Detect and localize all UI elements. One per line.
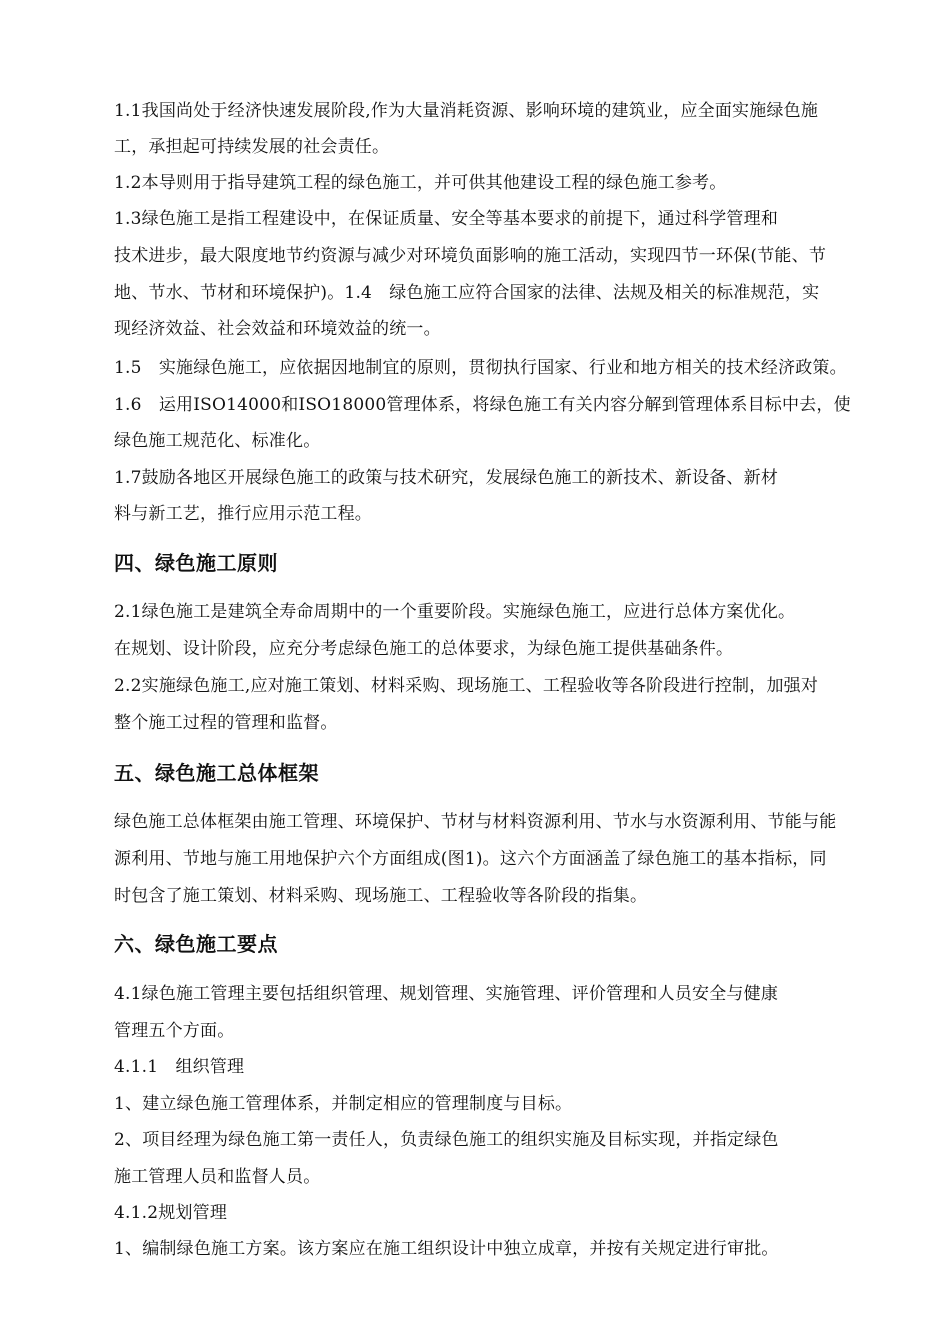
paragraph-1-3-line-1: 1.3绿色施工是指工程建设中，在保证质量、安全等基本要求的前提下，通过科学管理和 (114, 209, 779, 229)
paragraph-1-2: 1.2本导则用于指导建筑工程的绿色施工，并可供其他建设工程的绿色施工参考。 (114, 173, 727, 193)
section-heading-5: 五、绿色施工总体框架 (114, 761, 319, 785)
paragraph-2-1-line-2: 在规划、设计阶段，应充分考虑绿色施工的总体要求，为绿色施工提供基础条件。 (114, 639, 734, 659)
paragraph-4-1-line-2: 管理五个方面。 (114, 1021, 235, 1041)
paragraph-1-6-line-2: 绿色施工规范化、标准化。 (114, 431, 321, 451)
paragraph-framework-line-1: 绿色施工总体框架由施工管理、环境保护、节材与材料资源利用、节水与水资源利用、节能与能 (114, 812, 837, 832)
paragraph-1-1-line-2: 工，承担起可持续发展的社会责任。 (114, 137, 390, 157)
paragraph-framework-line-3: 时包含了施工策划、材料采购、现场施工、工程验收等各阶段的指集。 (114, 886, 648, 906)
section-heading-4: 四、绿色施工原则 (114, 551, 278, 575)
paragraph-2-2-line-2: 整个施工过程的管理和监督。 (114, 713, 338, 733)
paragraph-1-5: 1.5 实施绿色施工，应依据因地制宜的原则，贯彻执行国家、行业和地方相关的技术经济政策。 (114, 358, 847, 378)
subheading-4-1-1: 4.1.1 组织管理 (114, 1057, 245, 1077)
list-item-1: 1、建立绿色施工管理体系，并制定相应的管理制度与目标。 (114, 1094, 573, 1114)
paragraph-1-3-line-2: 技术进步，最大限度地节约资源与减少对环境负面影响的施工活动，实现四节一环保(节能、节 (114, 246, 827, 266)
paragraph-2-1-line-1: 2.1绿色施工是建筑全寿命周期中的一个重要阶段。实施绿色施工，应进行总体方案优化。 (114, 602, 796, 622)
paragraph-1-6-line-1: 1.6 运用ISO14000和ISO18000管理体系，将绿色施工有关内容分解到管理体系目标中去，使 (114, 395, 851, 415)
list-item-2-line-2: 施工管理人员和监督人员。 (114, 1167, 321, 1187)
paragraph-4-1-line-1: 4.1绿色施工管理主要包括组织管理、规划管理、实施管理、评价管理和人员安全与健康 (114, 984, 779, 1004)
paragraph-1-7-line-1: 1.7鼓励各地区开展绿色施工的政策与技术研究，发展绿色施工的新技术、新设备、新材 (114, 468, 779, 488)
paragraph-2-2-line-1: 2.2实施绿色施工,应对施工策划、材料采购、现场施工、工程验收等各阶段进行控制，加强对 (114, 676, 819, 696)
list-item-2-line-1: 2、项目经理为绿色施工第一责任人，负责绿色施工的组织实施及目标实现，并指定绿色 (114, 1130, 779, 1150)
paragraph-framework-line-2: 源利用、节地与施工用地保护六个方面组成(图1)。这六个方面涵盖了绿色施工的基本指标，同 (114, 849, 827, 869)
paragraph-1-1-line-1: 1.1我国尚处于经济快速发展阶段,作为大量消耗资源、影响环境的建筑业，应全面实施绿色施 (114, 101, 819, 121)
paragraph-1-3-line-3: 地、节水、节材和环境保护)。1.4 绿色施工应符合国家的法律、法规及相关的标准规范，实 (114, 283, 820, 303)
section-heading-6: 六、绿色施工要点 (114, 932, 278, 956)
paragraph-1-4-line-2: 现经济效益、社会效益和环境效益的统一。 (114, 319, 441, 339)
paragraph-1-7-line-2: 料与新工艺，推行应用示范工程。 (114, 504, 372, 524)
subheading-4-1-2: 4.1.2规划管理 (114, 1203, 228, 1223)
list-item-plan-1: 1、编制绿色施工方案。该方案应在施工组织设计中独立成章，并按有关规定进行审批。 (114, 1239, 779, 1259)
